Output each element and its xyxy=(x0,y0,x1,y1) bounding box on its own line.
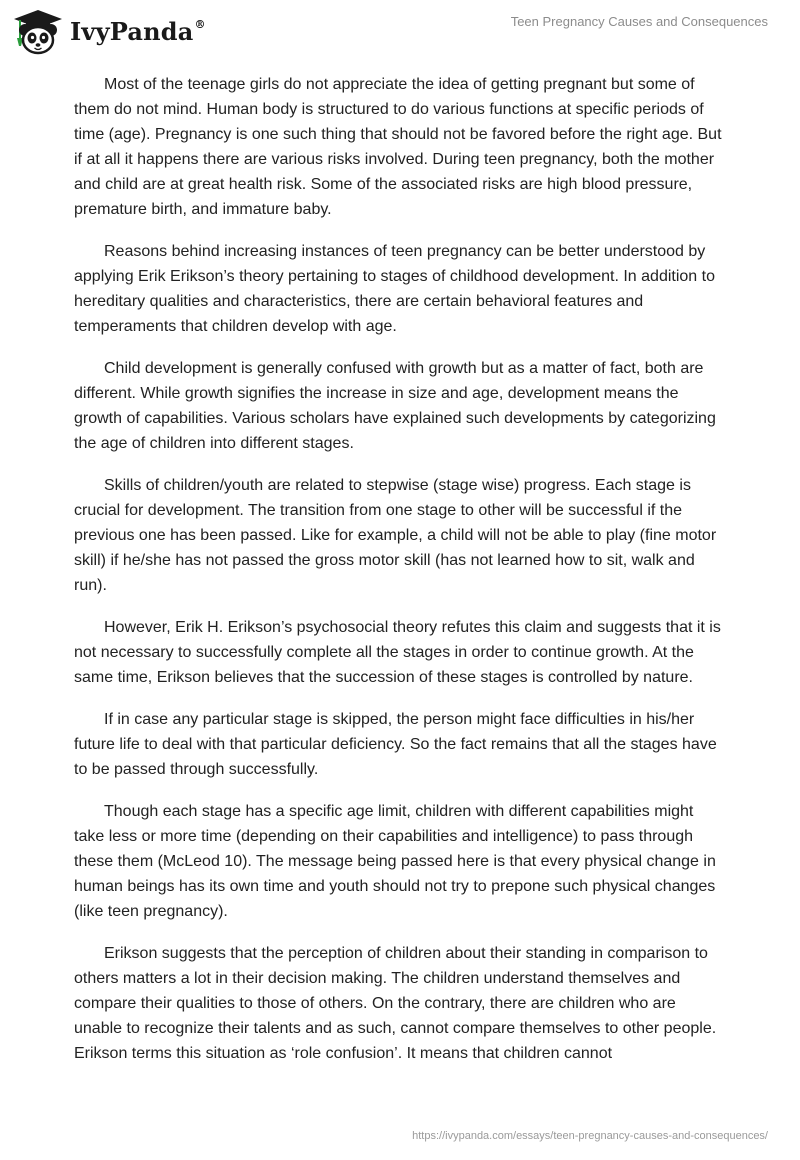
paragraph: Most of the teenage girls do not appreciate the idea of getting pregnant but some of them do not mind. Human body is structured to do various functions at specific periods of time (age). Pregnancy is one such thing that should not be favored before the right age. But if at all it happens there are various risks involved. During teen pregnancy, both the mother and child are at great health risk. Some of the associated risks are high blood pressure, premature birth, and immature baby. xyxy=(74,76,722,218)
paragraph: Reasons behind increasing instances of teen pregnancy can be better understood by applying Erik Erikson’s theory pertaining to stages of childhood development. In addition to hereditary qualities and characteristics, there are certain behavioral features and temperaments that children develop with age. xyxy=(74,243,715,335)
essay-body xyxy=(74,72,726,1083)
brand-name xyxy=(70,17,206,46)
ivypanda-logo[interactable] xyxy=(12,8,206,56)
document-title: Teen Pregnancy Causes and Consequences xyxy=(510,14,768,29)
paragraph: Though each stage has a specific age limit, children with different capabilities might take less or more time (depending on their capabilities and intelligence) to pass through these them (McLeod 10). The message being passed here is that every physical change in human beings has its own time and youth should not try to prepone such physical changes (like teen pregnancy). xyxy=(74,803,716,920)
paragraph: However, Erik H. Erikson’s psychosocial theory refutes this claim and suggests that it is not necessary to successfully complete all the stages in order to continue growth. At the same time, Erikson believes that the succession of these stages is controlled by nature. xyxy=(74,619,721,686)
paragraph: If in case any particular stage is skipped, the person might face difficulties in his/her future life to deal with that particular deficiency. So the fact remains that all the stages have to be passed through successfully. xyxy=(74,711,717,778)
brand-name-text: IvyPanda xyxy=(70,16,194,46)
page-header xyxy=(0,0,800,64)
registered-mark: ® xyxy=(194,17,206,31)
paragraph: Child development is generally confused with growth but as a matter of fact, both are different. While growth signifies the increase in size and age, development means the growth of capabilities. Various scholars have explained such developments by categorizing the age of children into different stages. xyxy=(74,360,716,452)
source-url[interactable]: https://ivypanda.com/essays/teen-pregnancy-causes-and-consequences/ xyxy=(412,1130,768,1142)
paragraph: Erikson suggests that the perception of children about their standing in comparison to others matters a lot in their decision making. The children understand themselves and compare their qualities to those of others. On the contrary, there are children who are unable to recognize their talents and as such, cannot compare themselves to other people. Erikson terms this situation as ‘role confusion’. It means that children cannot xyxy=(74,945,717,1062)
paragraph: Skills of children/youth are related to stepwise (stage wise) progress. Each stage is crucial for development. The transition from one stage to other will be successful if the previous one has been passed. Like for example, a child will not be able to play (fine motor skill) if he/she has not passed the gross motor skill (has not learned how to sit, walk and run). xyxy=(74,477,717,594)
panda-graduate-icon xyxy=(12,8,64,56)
